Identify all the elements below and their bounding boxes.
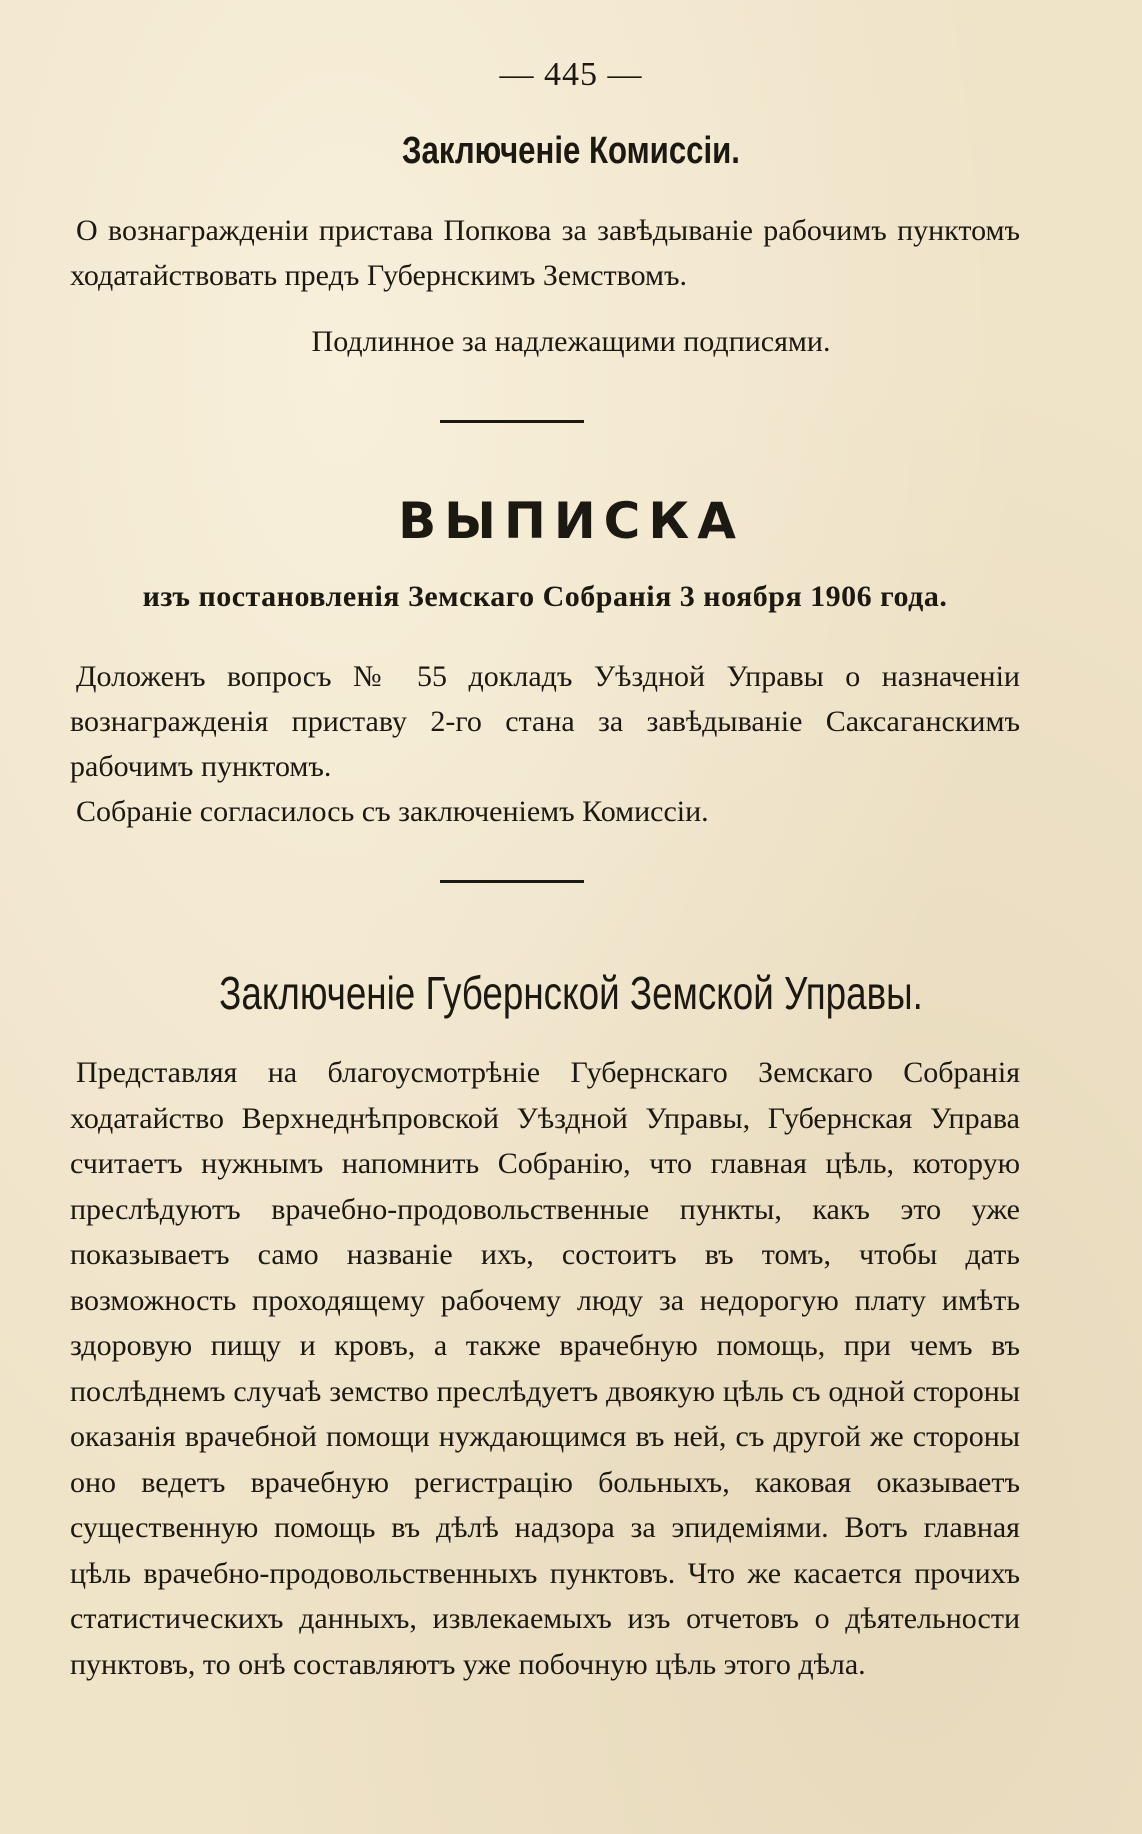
commission-conclusion-heading: Заключеніе Комиссіи. xyxy=(402,130,740,172)
board-conclusion-paragraph: Представляя на благоусмотрѣніе Губернскаго Земскаго Собранія ходатайство Верхнеднѣпровской Уѣздной Управы, Губернская Управа считаетъ нужнымъ напомнить Собранію, что главная цѣль, которую преслѣдуютъ врачебно-продовольственные пункты, какъ это уже показываетъ само названіе ихъ, состоитъ въ томъ, чтобы дать возможность проходящему рабочему люду за недорогую плату имѣть здоровую пищу и кровъ, а также врачебную помощь, при чемъ въ послѣднемъ случаѣ земство преслѣдуетъ двоякую цѣль съ одной стороны оказанія врачебной помощи нуждающимся въ ней, съ другой же стороны оно ведетъ врачебную регистрацію больныхъ, каковая оказываетъ существенную помощь въ дѣлѣ надзора за эпидеміями. Вотъ главная цѣль врачебно-продовольственныхъ пунктовъ. Что же касается прочихъ статистическихъ данныхъ, извлекаемыхъ изъ отчетовъ о дѣятельности пунктовъ, то онѣ составляютъ уже побочную цѣль этого дѣла. xyxy=(70,1056,1020,1681)
page-number: — 445 — xyxy=(499,56,643,93)
extract-paragraph-report: Доложенъ вопросъ № 55 докладъ Уѣздной Управы о назначеніи вознагражденія приставу 2-го стана за завѣдываніе Саксаганскимъ рабочимъ пунктомъ. xyxy=(70,660,1020,783)
extract-body xyxy=(70,654,1020,834)
section-divider xyxy=(440,880,584,883)
board-conclusion-body xyxy=(70,1050,1020,1687)
extract-heading: ВЫПИСКА xyxy=(398,492,744,550)
signature-note: Подлинное за надлежащими подписями. xyxy=(311,325,831,358)
section-divider xyxy=(440,420,584,423)
commission-conclusion-body xyxy=(70,208,1020,298)
commission-conclusion-paragraph: О вознагражденіи пристава Попкова за завѣдываніе рабочимъ пунктомъ ходатайствовать предъ Губернскимъ Земствомъ. xyxy=(70,214,1020,292)
extract-paragraph-resolution: Собраніе согласилось съ заключеніемъ Комиссіи. xyxy=(76,795,709,828)
extract-subheading: изъ постановленія Земскаго Собранія 3 ноября 1906 года. xyxy=(142,580,948,613)
board-conclusion-heading: Заключеніе Губернской Земской Управы. xyxy=(219,967,923,1019)
